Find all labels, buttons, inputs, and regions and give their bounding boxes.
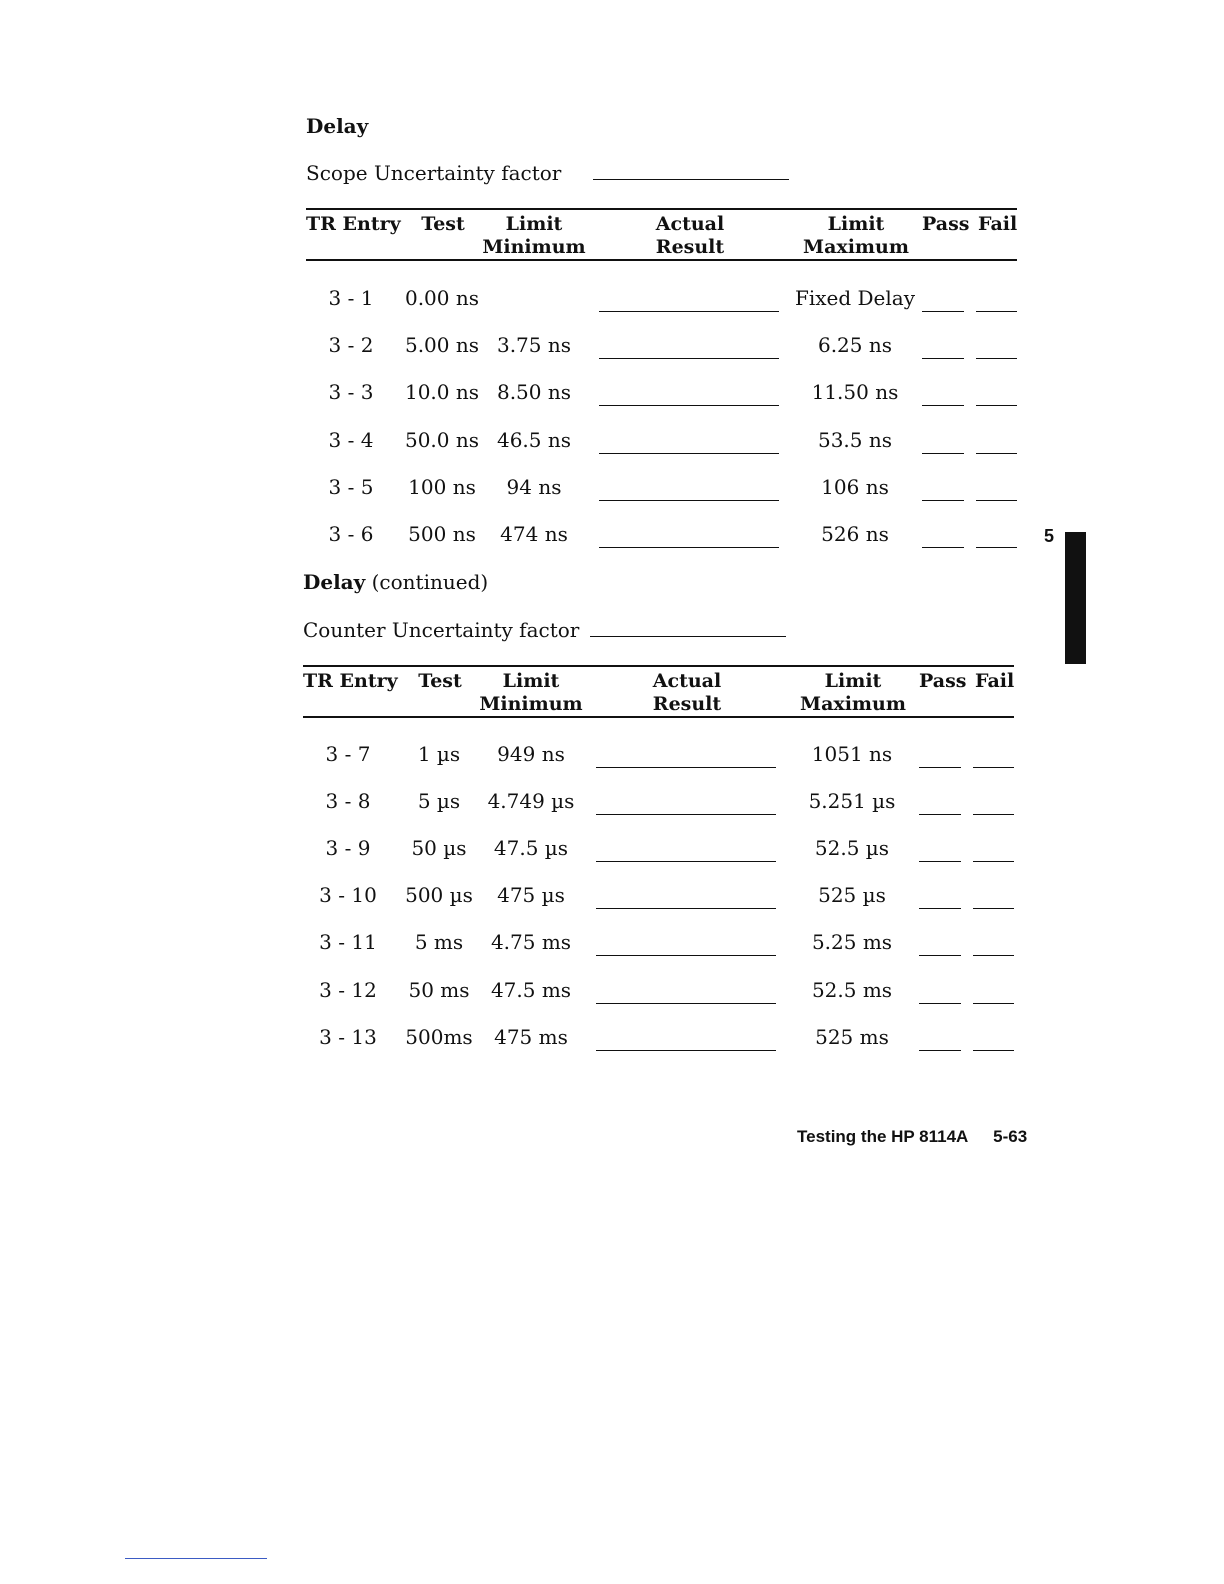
row-test-value: 50 µs (411, 836, 467, 861)
row-limit-max: 5.251 µs (808, 789, 896, 814)
actual-result-blank[interactable] (599, 358, 779, 359)
table-row (303, 836, 1014, 866)
header-limit-max-line2: Maximum (800, 693, 906, 715)
row-limit-min: 4.75 ms (490, 930, 572, 955)
actual-result-blank[interactable] (599, 405, 779, 406)
table-row (306, 380, 1017, 410)
actual-result-blank[interactable] (596, 861, 776, 862)
pass-blank[interactable] (919, 814, 961, 815)
table1-header (306, 212, 1017, 260)
table1-header-rule (306, 259, 1017, 261)
row-limit-max: 52.5 µs (814, 836, 890, 861)
pass-blank[interactable] (922, 547, 964, 548)
actual-result-blank[interactable] (599, 547, 779, 548)
row-limit-max: 525 µs (818, 883, 886, 908)
fail-blank[interactable] (973, 814, 1014, 815)
row-tr-entry: 3 - 6 (328, 522, 374, 546)
row-tr-entry: 3 - 9 (325, 836, 371, 861)
row-tr-entry: 3 - 11 (319, 930, 377, 955)
header-tr-entry: TR Entry (306, 213, 401, 235)
pass-blank[interactable] (919, 955, 961, 956)
row-limit-min: 475 ms (494, 1024, 568, 1049)
table-row (303, 742, 1014, 772)
counter-uncertainty-label: Counter Uncertainty factor (303, 618, 580, 642)
pass-blank[interactable] (922, 405, 964, 406)
chapter-tab-number: 5 (1044, 526, 1055, 546)
table-row (306, 522, 1017, 552)
row-tr-entry: 3 - 4 (328, 427, 374, 452)
row-limit-min: 949 ns (497, 742, 565, 766)
row-limit-max: Fixed Delay (794, 286, 916, 310)
actual-result-blank[interactable] (599, 311, 779, 312)
row-tr-entry: 3 - 1 (328, 286, 374, 310)
row-test-value: 50.0 ns (404, 427, 480, 452)
fail-blank[interactable] (973, 1003, 1014, 1004)
row-limit-min: 94 ns (506, 474, 562, 499)
footer-title: Testing the HP 8114A (797, 1127, 968, 1146)
header-actual-result (630, 213, 750, 259)
header-actual-result (627, 670, 747, 716)
table-row (303, 978, 1014, 1008)
page-footer (797, 1127, 1027, 1147)
header-limit-minimum (475, 670, 587, 716)
fail-blank[interactable] (976, 358, 1017, 359)
header-fail: Fail (978, 213, 1018, 235)
actual-result-blank[interactable] (596, 955, 776, 956)
row-limit-min: 3.75 ns (496, 333, 572, 358)
header-actual-line2: Result (652, 693, 722, 715)
row-tr-entry: 3 - 13 (319, 1024, 377, 1049)
fail-blank[interactable] (976, 453, 1017, 454)
pass-blank[interactable] (919, 1050, 961, 1051)
row-limit-min: 47.5 µs (493, 836, 569, 861)
section2-title: Delay (303, 570, 366, 594)
pass-blank[interactable] (922, 453, 964, 454)
header-limit-min-line1: Limit (502, 670, 560, 692)
row-limit-max: 525 ms (815, 1024, 889, 1049)
scope-uncertainty-blank[interactable] (593, 179, 789, 180)
pass-blank[interactable] (922, 311, 964, 312)
table2-header-rule (303, 716, 1014, 718)
header-test: Test (421, 213, 465, 235)
row-limit-min: 474 ns (500, 522, 568, 546)
header-pass: Pass (919, 670, 967, 692)
actual-result-blank[interactable] (596, 1050, 776, 1051)
table-row (303, 883, 1014, 913)
pass-blank[interactable] (922, 500, 964, 501)
pass-blank[interactable] (919, 767, 961, 768)
pass-blank[interactable] (919, 908, 961, 909)
header-actual-line2: Result (655, 236, 725, 258)
footer-page-number: 5-63 (993, 1127, 1028, 1146)
row-test-value: 500ms (405, 1024, 473, 1049)
table2-top-rule (303, 665, 1014, 667)
header-tr-entry: TR Entry (303, 670, 398, 692)
table-row (306, 475, 1017, 505)
header-test: Test (418, 670, 462, 692)
table-row (306, 428, 1017, 458)
row-limit-max: 52.5 ms (811, 977, 893, 1002)
actual-result-blank[interactable] (599, 500, 779, 501)
actual-result-blank[interactable] (596, 814, 776, 815)
fail-blank[interactable] (973, 767, 1014, 768)
header-actual-line1: Actual (652, 670, 722, 692)
scope-uncertainty-label: Scope Uncertainty factor (306, 161, 562, 185)
fail-blank[interactable] (973, 1050, 1014, 1051)
row-tr-entry: 3 - 7 (325, 742, 371, 766)
fail-blank[interactable] (976, 500, 1017, 501)
fail-blank[interactable] (976, 405, 1017, 406)
header-limit-max-line1: Limit (824, 670, 882, 692)
fail-blank[interactable] (973, 861, 1014, 862)
pass-blank[interactable] (919, 861, 961, 862)
row-test-value: 5 ms (414, 930, 464, 955)
section2-title-suffix: (continued) (365, 570, 489, 594)
header-limit-max-line2: Maximum (803, 236, 909, 258)
chapter-tab-bar (1065, 532, 1086, 664)
row-limit-min: 8.50 ns (496, 380, 572, 405)
fail-blank[interactable] (976, 547, 1017, 548)
header-limit-min-line2: Minimum (479, 693, 583, 715)
row-limit-max: 106 ns (821, 474, 889, 499)
row-test-value: 5.00 ns (404, 333, 480, 358)
fail-blank[interactable] (976, 311, 1017, 312)
row-tr-entry: 3 - 2 (328, 333, 374, 358)
section-title-continued (303, 570, 488, 594)
row-limit-max: 5.25 ms (811, 930, 893, 955)
table1-top-rule (306, 208, 1017, 210)
table-row (303, 930, 1014, 960)
actual-result-blank[interactable] (596, 908, 776, 909)
header-limit-min-line2: Minimum (482, 236, 586, 258)
row-limit-min: 475 µs (497, 883, 565, 908)
header-limit-max-line1: Limit (827, 213, 885, 235)
actual-result-blank[interactable] (596, 767, 776, 768)
table-row (303, 789, 1014, 819)
bottom-link-underline (125, 1558, 267, 1559)
row-limit-min: 46.5 ns (496, 427, 572, 452)
row-tr-entry: 3 - 5 (328, 474, 374, 499)
row-limit-max: 1051 ns (811, 742, 893, 766)
actual-result-blank[interactable] (599, 453, 779, 454)
row-limit-max: 6.25 ns (817, 333, 893, 358)
header-limit-minimum (478, 213, 590, 259)
header-limit-maximum (793, 670, 913, 716)
header-pass: Pass (922, 213, 970, 235)
header-limit-min-line1: Limit (505, 213, 563, 235)
row-test-value: 500 µs (405, 883, 473, 908)
table-row (303, 1025, 1014, 1055)
pass-blank[interactable] (919, 1003, 961, 1004)
row-tr-entry: 3 - 12 (319, 977, 377, 1002)
row-limit-max: 53.5 ns (817, 427, 893, 452)
header-limit-maximum (796, 213, 916, 259)
row-test-value: 1 µs (417, 742, 461, 766)
row-limit-min: 4.749 µs (487, 789, 575, 814)
table2-header (303, 669, 1014, 717)
row-test-value: 10.0 ns (404, 380, 480, 405)
table-row (306, 286, 1017, 316)
fail-blank[interactable] (973, 955, 1014, 956)
row-test-value: 500 ns (408, 522, 476, 546)
fail-blank[interactable] (973, 908, 1014, 909)
pass-blank[interactable] (922, 358, 964, 359)
row-test-value: 50 ms (408, 977, 470, 1002)
row-test-value: 0.00 ns (404, 286, 480, 310)
actual-result-blank[interactable] (596, 1003, 776, 1004)
section-title: Delay (306, 114, 369, 138)
row-test-value: 5 µs (417, 789, 461, 814)
row-limit-min: 47.5 ms (490, 977, 572, 1002)
row-test-value: 100 ns (408, 474, 476, 499)
counter-uncertainty-blank[interactable] (590, 636, 786, 637)
row-tr-entry: 3 - 3 (328, 380, 374, 405)
row-limit-max: 11.50 ns (811, 380, 899, 405)
header-actual-line1: Actual (655, 213, 725, 235)
row-tr-entry: 3 - 8 (325, 789, 371, 814)
table-row (306, 333, 1017, 363)
row-limit-max: 526 ns (821, 522, 889, 546)
row-tr-entry: 3 - 10 (319, 883, 377, 908)
header-fail: Fail (975, 670, 1015, 692)
